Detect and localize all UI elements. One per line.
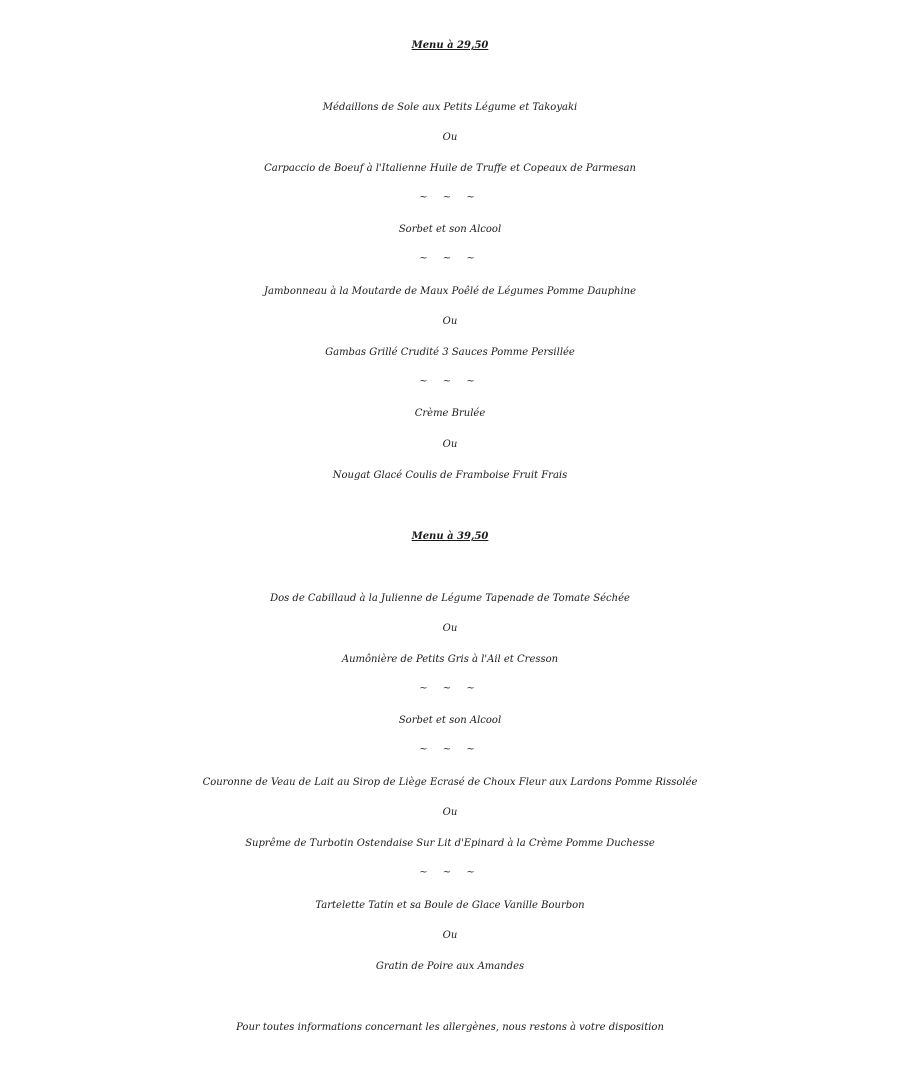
menu2-dessert-1: Tartelette Tatin et sa Boule de Glace Vanille Bourbon	[315, 900, 585, 911]
menu2-or-3: Ou	[442, 930, 458, 941]
menu1-dessert-2: Nougat Glacé Coulis de Framboise Fruit Frais	[332, 470, 568, 481]
menu1-dessert-1: Crème Brulée	[414, 408, 486, 419]
menu2-main-1: Couronne de Veau de Lait au Sirop de Liège Ecrasé de Choux Fleur aux Lardons Pomme Rissolée	[202, 777, 698, 788]
menu1-separator-1: ~ ~ ~	[419, 192, 481, 203]
menu1-sorbet: Sorbet et son Alcool	[398, 224, 502, 235]
menu2-or-2: Ou	[442, 807, 458, 818]
menu2-starter-2: Aumônière de Petits Gris à l'Ail et Cresson	[341, 654, 559, 665]
menu2-separator-3: ~ ~ ~	[419, 867, 481, 878]
menu1-or-3: Ou	[442, 439, 458, 450]
menu1-or-1: Ou	[442, 132, 458, 143]
menu1-separator-3: ~ ~ ~	[419, 376, 481, 387]
menu1-main-2: Gambas Grillé Crudité 3 Sauces Pomme Persillée	[325, 347, 575, 358]
menu1-main-1: Jambonneau à la Moutarde de Maux Poêlé de Légumes Pomme Dauphine	[263, 286, 637, 297]
menu2-dessert-2: Gratin de Poire aux Amandes	[375, 961, 525, 972]
menu1-starter-2: Carpaccio de Boeuf à l'Italienne Huile de Truffe et Copeaux de Parmesan	[264, 163, 636, 174]
menu2-or-1: Ou	[442, 623, 458, 634]
menu-title-29: Menu à 29,50	[411, 40, 489, 51]
menu1-starter-1: Médaillons de Sole aux Petits Légume et Takoyaki	[322, 102, 578, 113]
menu1-separator-2: ~ ~ ~	[419, 253, 481, 264]
menu2-starter-1: Dos de Cabillaud à la Julienne de Légume Tapenade de Tomate Séchée	[270, 593, 630, 604]
menu2-main-2: Suprême de Turbotin Ostendaise Sur Lit d'Epinard à la Crème Pomme Duchesse	[245, 838, 655, 849]
menu1-or-2: Ou	[442, 316, 458, 327]
menu2-sorbet: Sorbet et son Alcool	[398, 715, 502, 726]
allergen-notice: Pour toutes informations concernant les allergènes, nous restons à votre disposition	[236, 1022, 664, 1033]
menu2-separator-1: ~ ~ ~	[419, 683, 481, 694]
menu2-separator-2: ~ ~ ~	[419, 744, 481, 755]
menu-title-39: Menu à 39,50	[411, 531, 489, 542]
